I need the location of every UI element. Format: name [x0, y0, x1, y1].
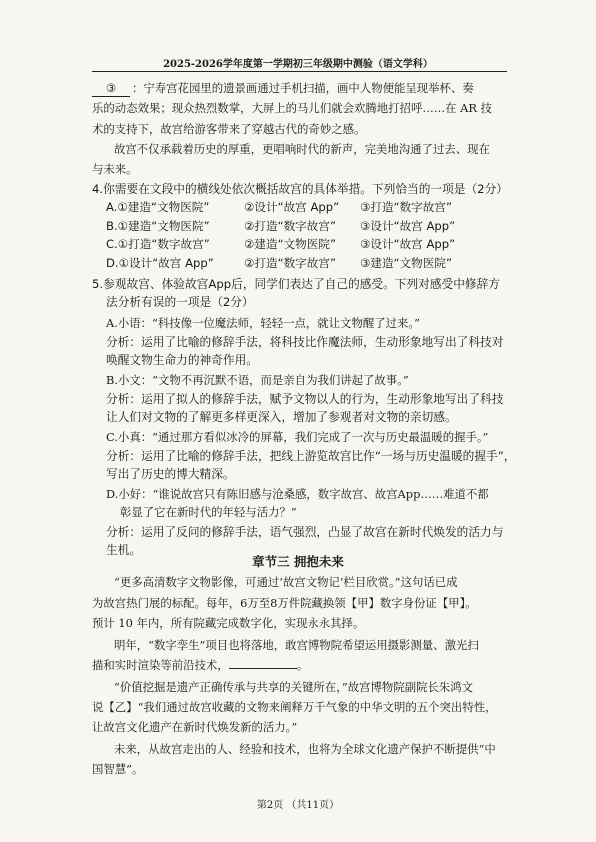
- q5-d-analysis-2: 生机。: [106, 543, 142, 557]
- q5-d-analysis-1: 分析：运用了反问的修辞手法，语气强烈，凸显了故宫在新时代焕发的活力与: [106, 525, 504, 539]
- q4-option-d-1[interactable]: D.①设计“故宫 App”: [106, 256, 214, 270]
- s3-line-7: 说【乙】“我们通过故宫收藏的文物来阐释万千气象的中华文明的五个突出特性，: [92, 700, 497, 714]
- q5-a-analysis-1: 分析：运用了比喻的修辞手法，将科技比作魔法师，生动形象地写出了科技对: [106, 335, 504, 349]
- answer-blank[interactable]: [229, 657, 297, 669]
- s3-line-4: 明年，“数字孪生”项目也将落地，敢宫博物院希望运用摄影测量、激光扫: [114, 638, 479, 652]
- q5-d-quote-2: 彰显了它在新时代的年轻与活力？”: [120, 505, 297, 519]
- q4-option-b-3[interactable]: ③设计“故宫 App”: [360, 219, 456, 233]
- q5-d-quote-1: D.小好：“谁说故宫只有陈旧感与沧桑感，数字故宫、故宫App……难道不都: [106, 487, 489, 501]
- passage-line-4: 故宫不仅承载着历史的厚重，更唱响时代的新声，完美地沟通了过去、现在: [114, 142, 490, 156]
- q5-b-analysis-1: 分析：运用了拟人的修辞手法，赋予文物以人的行为，生动形象地写出了科技: [106, 392, 504, 406]
- q5-a-analysis-2: 唤醒文物生命力的神奇作用。: [106, 353, 258, 367]
- s3-line-10: 国智慧”。: [92, 762, 144, 776]
- s3-line-6: “价值挖掘是遗产正确传承与共享的关键所在，”故宫博物院副院长朱鸿文: [114, 680, 474, 694]
- s3-line-3: 预计 10 年内，所有院藏完成数字化，实现永永其择。: [92, 616, 365, 630]
- q5-b-quote: B.小文：“文物不再沉默不语，而是亲自为我们讲起了故事。”: [106, 373, 409, 387]
- q4-option-c-3[interactable]: ③设计“故宫 App”: [360, 237, 456, 251]
- q4-option-b-2[interactable]: ②打造“数字故宫”: [244, 219, 336, 233]
- q4-option-c-1[interactable]: C.①打造“数字故宫”: [106, 237, 210, 251]
- s3-line-8: 让故宫文化遗产在新时代焕发新的活力。”: [92, 720, 298, 734]
- q4-option-d-3[interactable]: ③建造“文物医院”: [360, 256, 452, 270]
- q4-option-d-2[interactable]: ②打造“数字故宫”: [244, 256, 336, 270]
- s3-line-2: 为故宫热门展的标配。每年，6万至8万件院藏换领【甲】数字身份证【甲】。: [92, 596, 477, 610]
- page-header: 2025-2026学年度第一学期初三年级期中测验（语文学科）: [163, 59, 433, 70]
- passage-line-2: 乐的动态效果；现众热烈数掌，大屏上的马儿们就会欢腾地打招呼……在 AR 技: [92, 101, 492, 115]
- page-footer: 第2页 （共11页）: [256, 800, 340, 811]
- q4-option-b-1[interactable]: B.①建造“文物医院”: [106, 219, 210, 233]
- q5-stem-2: 法分析有误的一项是（2分）: [106, 295, 254, 309]
- q4-option-a-2[interactable]: ②设计“故宫 App”: [244, 200, 340, 214]
- q5-c-analysis-2: 写出了历史的博大精深。: [106, 467, 235, 481]
- s3-line-5: 描和实时渲染等前沿技术， 。: [92, 658, 309, 672]
- header-divider: [92, 71, 507, 72]
- passage-line-1: ③ ：宁寿宫花园里的遗景画通过手机扫描，画中人物便能呈现举杯、奏: [92, 80, 474, 97]
- q5-c-quote: C.小真：“通过那方看似冰冷的屏幕，我们完成了一次与历史最温暖的握手。”: [106, 430, 489, 444]
- q5-stem-1: 5.参观故宫、体验故宫App后，同学们表达了自己的感受。下列对感受中修辞方: [92, 277, 500, 291]
- q4-option-a-3[interactable]: ③打造“数字故宫”: [360, 200, 452, 214]
- section-3-title: 章节三 拥抱未来: [252, 554, 344, 569]
- s3-line-9: 未来，从故宫走出的人、经验和技术，也将为全球文化遗产保护不断提供“中: [114, 742, 496, 756]
- q4-stem: 4.你需要在文段中的横线处依次概括故宫的具体举措。下列恰当的一项是（2分）: [92, 182, 508, 196]
- passage-line-5: 与未来。: [92, 162, 138, 176]
- blank-3: ③: [92, 80, 130, 97]
- s3-line-1: “更多高清数字文物影像，可通过‘故宫文物记’栏目欣赏。”这句话已成: [114, 575, 458, 589]
- q5-a-quote: A.小语：“科技像一位魔法师，轻轻一点，就让文物醒了过来。”: [106, 316, 420, 330]
- q5-b-analysis-2: 让人们对文物的了解更多样更深入，增加了参观者对文物的亲切感。: [106, 410, 457, 424]
- q4-option-a-1[interactable]: A.①建造“文物医院”: [106, 200, 210, 214]
- q4-option-c-2[interactable]: ②建造“文物医院”: [244, 237, 336, 251]
- q5-c-analysis-1: 分析：运用了比喻的修辞手法，把线上游览故宫比作“一场与历史温暖的握手”，: [106, 449, 516, 463]
- passage-line-3: 术的支持下，故宫给游客带来了穿越古代的奇妙之感。: [92, 122, 366, 136]
